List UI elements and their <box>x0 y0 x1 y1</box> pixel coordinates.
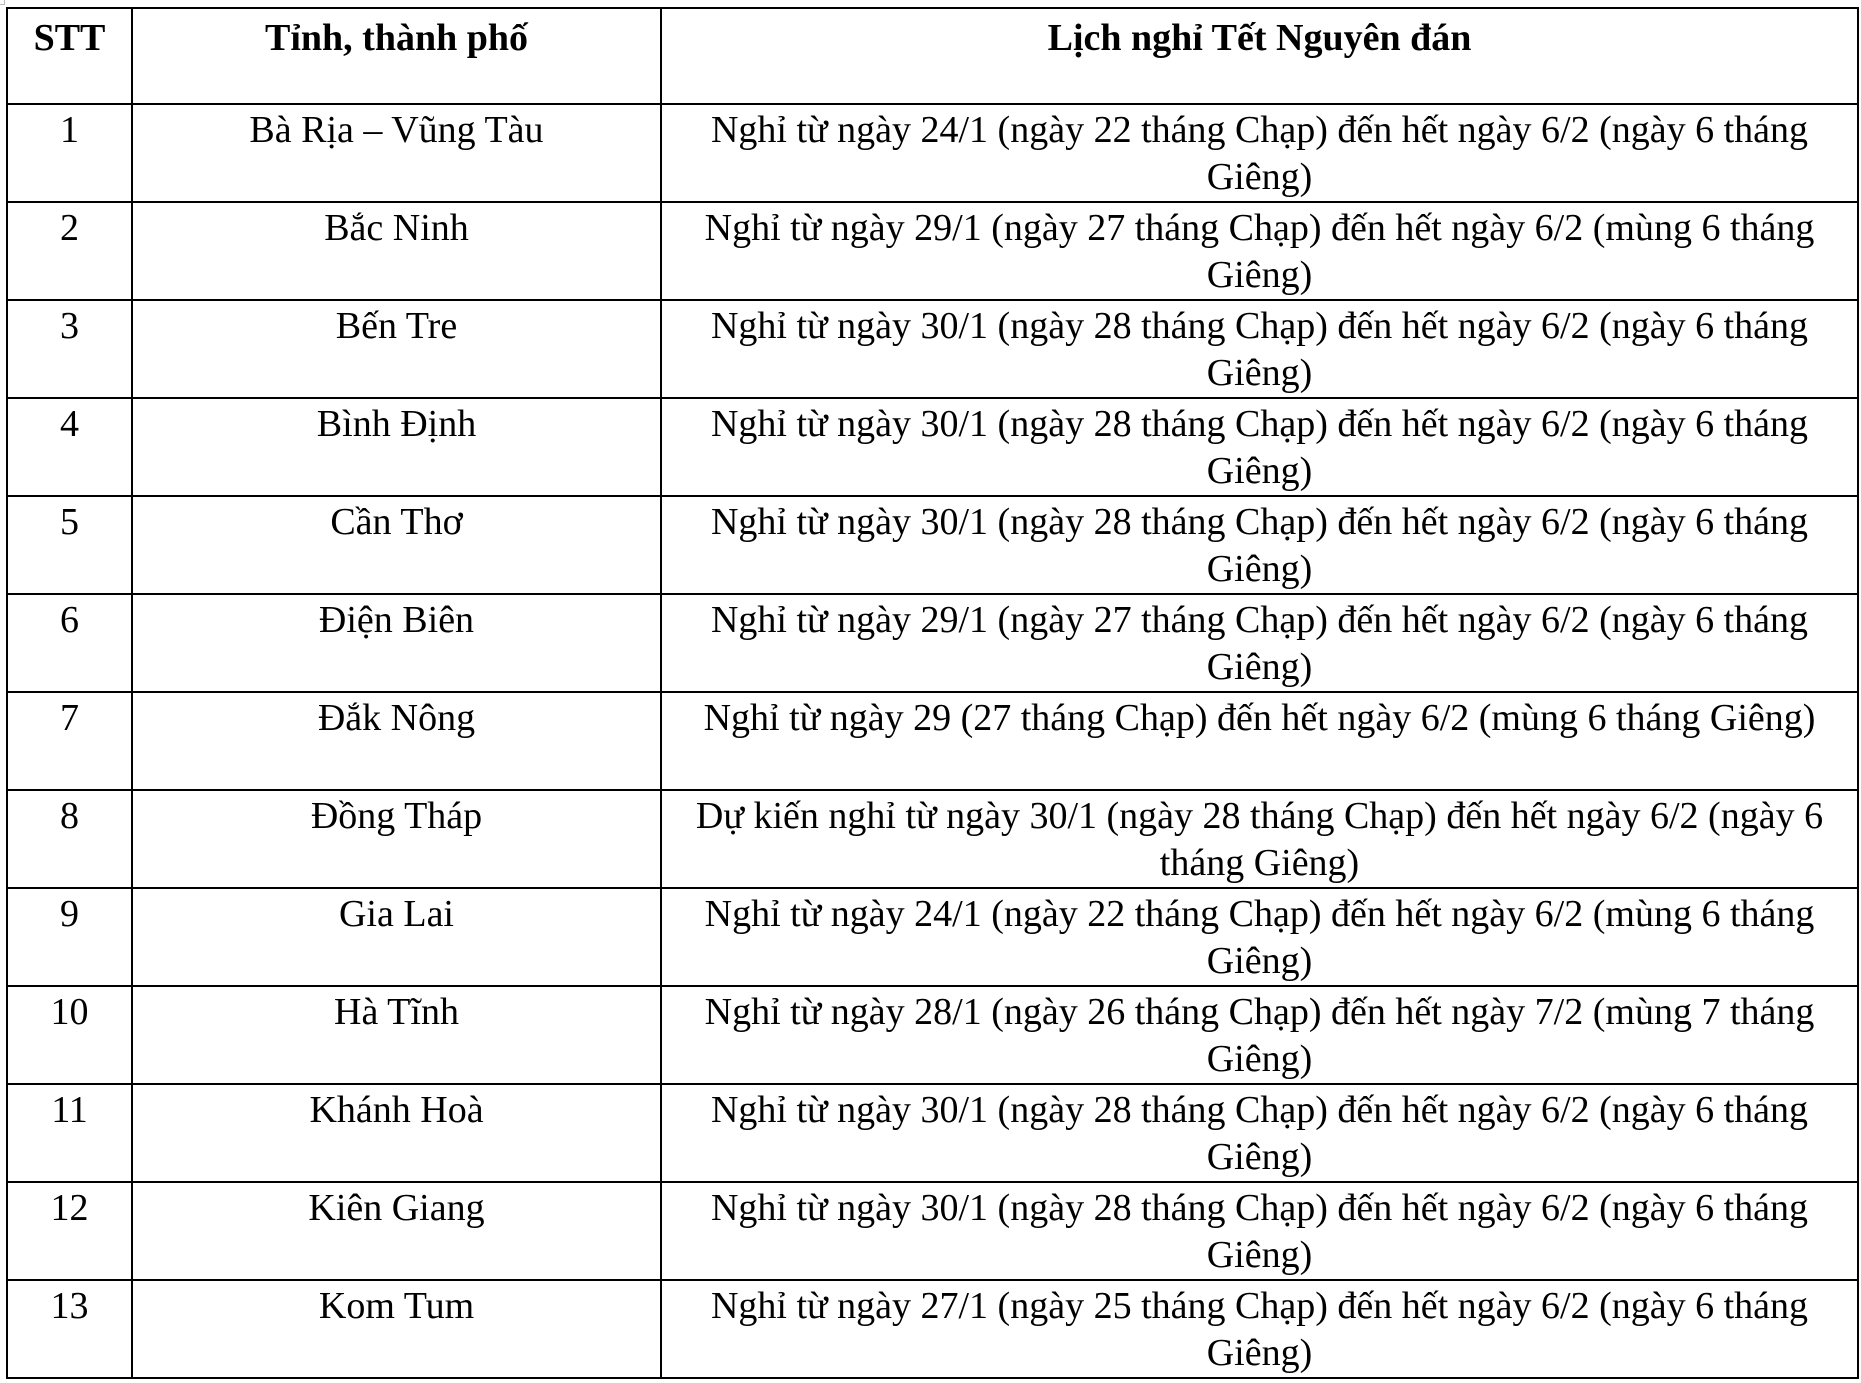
table-row <box>7 888 1858 986</box>
cell-schedule: Nghỉ từ ngày 28/1 (ngày 26 tháng Chạp) đến hết ngày 7/2 (mùng 7 tháng Giêng) <box>661 986 1858 1084</box>
corner-mark <box>0 0 5 5</box>
cell-stt: 5 <box>7 496 132 594</box>
table-row <box>7 496 1858 594</box>
header-row <box>7 8 1858 104</box>
cell-schedule: Nghỉ từ ngày 30/1 (ngày 28 tháng Chạp) đến hết ngày 6/2 (ngày 6 tháng Giêng) <box>661 398 1858 496</box>
cell-province: Điện Biên <box>132 594 661 692</box>
cell-schedule: Nghỉ từ ngày 29/1 (ngày 27 tháng Chạp) đến hết ngày 6/2 (ngày 6 tháng Giêng) <box>661 594 1858 692</box>
header-schedule: Lịch nghỉ Tết Nguyên đán <box>661 8 1858 104</box>
cell-stt: 8 <box>7 790 132 888</box>
cell-schedule: Nghỉ từ ngày 29/1 (ngày 27 tháng Chạp) đến hết ngày 6/2 (mùng 6 tháng Giêng) <box>661 202 1858 300</box>
table-row <box>7 986 1858 1084</box>
cell-stt: 4 <box>7 398 132 496</box>
table-row <box>7 300 1858 398</box>
cell-province: Hà Tĩnh <box>132 986 661 1084</box>
table-row <box>7 790 1858 888</box>
cell-stt: 12 <box>7 1182 132 1280</box>
cell-province: Đắk Nông <box>132 692 661 790</box>
table-row <box>7 594 1858 692</box>
cell-stt: 11 <box>7 1084 132 1182</box>
header-province: Tỉnh, thành phố <box>132 8 661 104</box>
cell-stt: 9 <box>7 888 132 986</box>
cell-province: Kiên Giang <box>132 1182 661 1280</box>
cell-stt: 3 <box>7 300 132 398</box>
cell-schedule: Nghỉ từ ngày 30/1 (ngày 28 tháng Chạp) đến hết ngày 6/2 (ngày 6 tháng Giêng) <box>661 1084 1858 1182</box>
cell-province: Bà Rịa – Vũng Tàu <box>132 104 661 202</box>
cell-schedule: Nghỉ từ ngày 27/1 (ngày 25 tháng Chạp) đến hết ngày 6/2 (ngày 6 tháng Giêng) <box>661 1280 1858 1378</box>
cell-schedule: Nghỉ từ ngày 24/1 (ngày 22 tháng Chạp) đến hết ngày 6/2 (mùng 6 tháng Giêng) <box>661 888 1858 986</box>
cell-province: Gia Lai <box>132 888 661 986</box>
cell-schedule: Nghỉ từ ngày 24/1 (ngày 22 tháng Chạp) đến hết ngày 6/2 (ngày 6 tháng Giêng) <box>661 104 1858 202</box>
cell-schedule: Nghỉ từ ngày 30/1 (ngày 28 tháng Chạp) đến hết ngày 6/2 (ngày 6 tháng Giêng) <box>661 496 1858 594</box>
table-row <box>7 398 1858 496</box>
cell-stt: 7 <box>7 692 132 790</box>
cell-stt: 2 <box>7 202 132 300</box>
cell-schedule: Dự kiến nghỉ từ ngày 30/1 (ngày 28 tháng Chạp) đến hết ngày 6/2 (ngày 6 tháng Giêng) <box>661 790 1858 888</box>
cell-stt: 10 <box>7 986 132 1084</box>
cell-province: Bến Tre <box>132 300 661 398</box>
cell-province: Khánh Hoà <box>132 1084 661 1182</box>
cell-province: Kom Tum <box>132 1280 661 1378</box>
cell-stt: 6 <box>7 594 132 692</box>
table-row <box>7 202 1858 300</box>
tet-holiday-schedule-table <box>6 7 1859 1379</box>
cell-schedule: Nghỉ từ ngày 30/1 (ngày 28 tháng Chạp) đến hết ngày 6/2 (ngày 6 tháng Giêng) <box>661 300 1858 398</box>
header-stt: STT <box>7 8 132 104</box>
cell-stt: 13 <box>7 1280 132 1378</box>
cell-province: Cần Thơ <box>132 496 661 594</box>
table-row <box>7 1182 1858 1280</box>
cell-province: Bình Định <box>132 398 661 496</box>
table-row <box>7 104 1858 202</box>
cell-province: Bắc Ninh <box>132 202 661 300</box>
cell-schedule: Nghỉ từ ngày 29 (27 tháng Chạp) đến hết ngày 6/2 (mùng 6 tháng Giêng) <box>661 692 1858 790</box>
cell-stt: 1 <box>7 104 132 202</box>
table-row <box>7 1084 1858 1182</box>
table-row <box>7 692 1858 790</box>
table-row <box>7 1280 1858 1378</box>
cell-province: Đồng Tháp <box>132 790 661 888</box>
cell-schedule: Nghỉ từ ngày 30/1 (ngày 28 tháng Chạp) đến hết ngày 6/2 (ngày 6 tháng Giêng) <box>661 1182 1858 1280</box>
